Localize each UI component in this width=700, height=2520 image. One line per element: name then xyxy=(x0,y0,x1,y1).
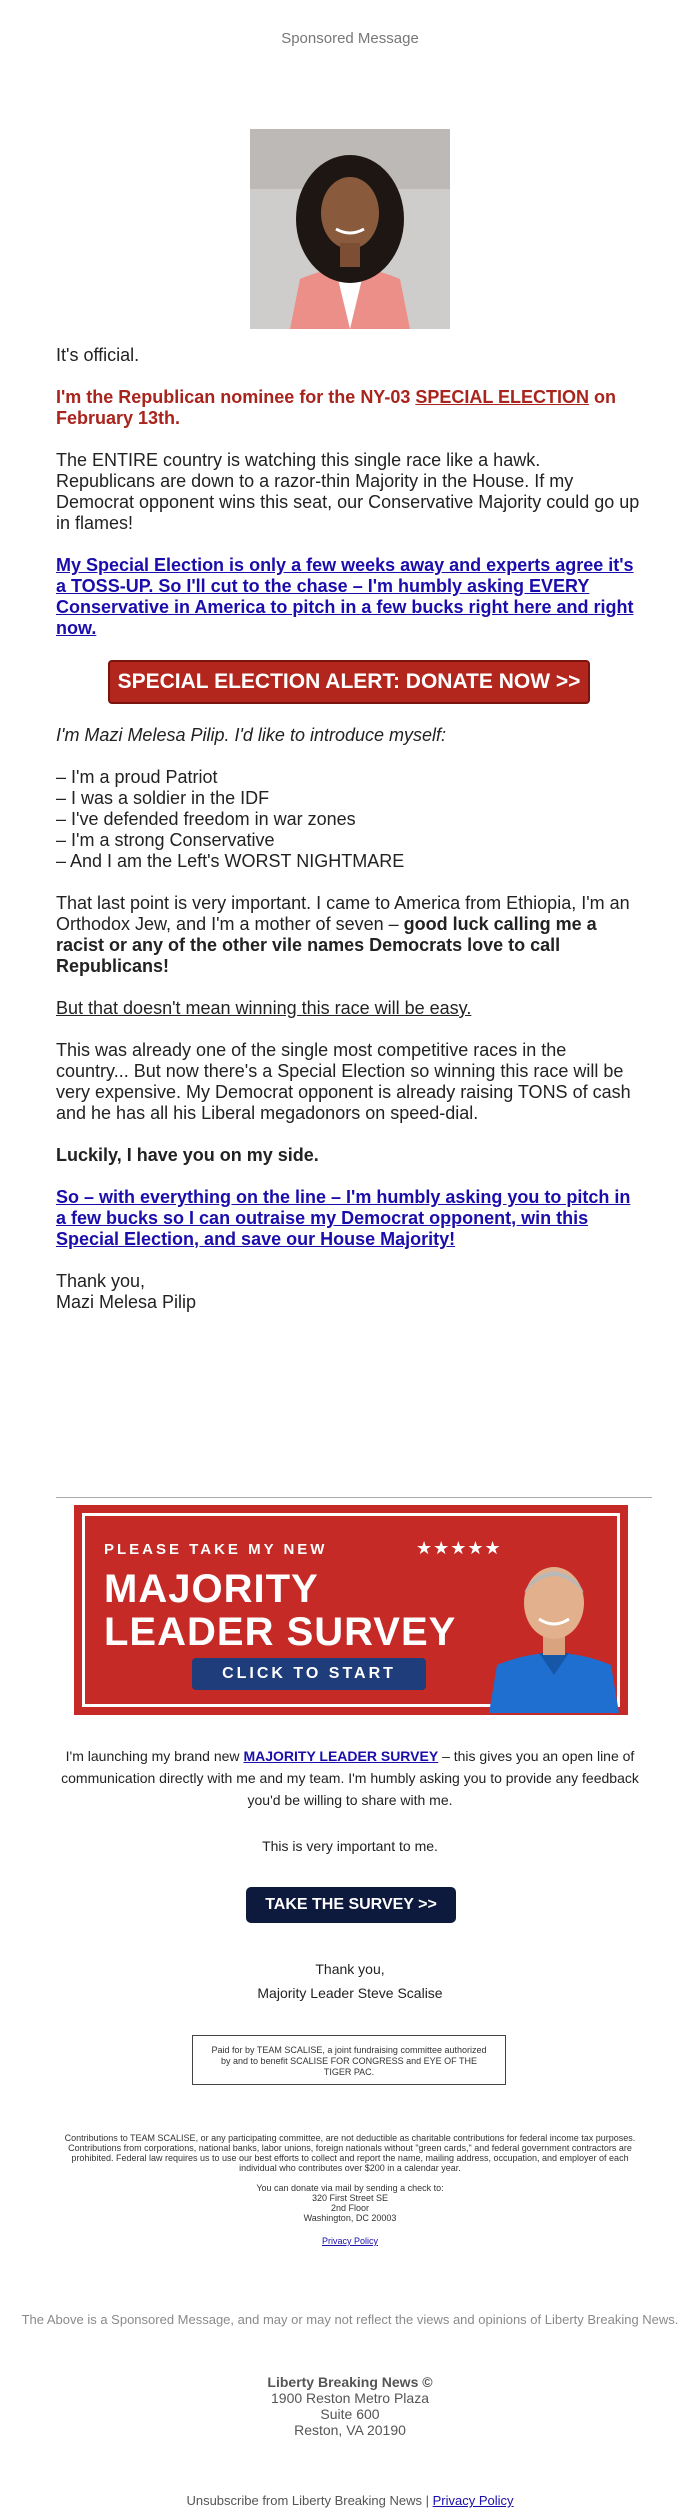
list-item: – I'm a proud Patriot xyxy=(56,767,218,787)
stars-icon: ★★★★★ xyxy=(416,1538,502,1558)
banner-title-line-1: MAJORITY xyxy=(104,1567,319,1611)
list-item: – I've defended freedom in war zones xyxy=(56,809,356,829)
mail-intro: You can donate via mail by sending a check to: xyxy=(256,2183,444,2193)
sponsored-label: Sponsored Message xyxy=(281,30,419,47)
mail-address-line: 320 First Street SE xyxy=(311,2193,389,2203)
banner-top-text: PLEASE TAKE MY NEW xyxy=(104,1541,328,1558)
publisher-address-line: Reston, VA 20190 xyxy=(294,2422,406,2438)
contribution-disclaimer: Contributions to TEAM SCALISE, or any participating committee, are not deductible as charitable contributions for federal income tax purposes. Contributions from corporations, national banks, labor unions, foreign nationals without "green cards," and federal government contractors are prohibited. Federal law requires us to use our best efforts to collect and report the name, mailing address, occupation, and employer of each individual who contributes over $200 in a calendar year. xyxy=(64,2133,636,2173)
section-divider xyxy=(56,1497,652,1498)
banner-title-line-2: LEADER SURVEY xyxy=(104,1610,457,1654)
mail-address-line: Washington, DC 20003 xyxy=(303,2213,397,2223)
survey-thanks: Thank you, xyxy=(315,1961,385,1977)
publisher-name: Liberty Breaking News © xyxy=(267,2374,433,2390)
important-line: This is very important to me. xyxy=(262,1838,438,1854)
mail-address xyxy=(0,2183,700,2223)
list-item: – I'm a strong Conservative xyxy=(56,830,275,850)
footer-separator: | xyxy=(422,2493,433,2508)
publisher-address-line: 1900 Reston Metro Plaza xyxy=(271,2390,429,2406)
survey-signoff xyxy=(0,1957,700,2005)
nominee-text-post: on February 13th. xyxy=(56,387,617,428)
unsubscribe-link[interactable]: Unsubscribe from Liberty Breaking News xyxy=(186,2493,422,2508)
publisher-address-line: Suite 600 xyxy=(320,2406,380,2422)
letter-thanks: Thank you, xyxy=(56,1271,146,1291)
footer-privacy-link[interactable]: Privacy Policy xyxy=(432,2493,514,2508)
letter-body xyxy=(56,345,642,1334)
letter-intro: It's official. xyxy=(56,345,140,365)
paragraph-2-bold: good luck calling me a racist or any of the other vile names Democrats love to call Republicans! xyxy=(56,914,597,976)
bullet-list xyxy=(56,767,642,872)
take-survey-button[interactable]: TAKE THE SURVEY >> xyxy=(246,1887,456,1923)
unsubscribe-row xyxy=(0,2493,700,2508)
lucky-line: Luckily, I have you on my side. xyxy=(56,1145,319,1165)
majority-leader-survey-banner[interactable] xyxy=(74,1505,628,1715)
letter-paragraph-2 xyxy=(56,893,642,977)
outraise-donate-link[interactable]: So – with everything on the line – I'm humbly asking you to pitch in a few bucks so I can outraise my Democrat opponent, win this Special Election, and save our House Majority! xyxy=(56,1187,631,1249)
paragraph-2-plain: That last point is very important. I came to America from Ethiopia, I'm an Orthodox Jew, and I'm a mother of seven – xyxy=(56,893,630,934)
campaign-privacy xyxy=(0,2236,700,2246)
paid-for-box: Paid for by TEAM SCALISE, a joint fundraising committee authorized by and to benefit SCALISE FOR CONGRESS and EYE OF THE TIGER PAC. xyxy=(192,2035,506,2085)
special-election-link[interactable]: SPECIAL ELECTION xyxy=(415,387,590,407)
letter-paragraph-3: This was already one of the single most competitive races in the country... But now there's a Special Election so winning this race will be very expensive. My Democrat opponent is already raising TONS of cash and he has all his Liberal megadonors on speed-dial. xyxy=(56,1040,631,1123)
survey-paragraph xyxy=(50,1745,650,1811)
survey-text-post: – this gives you an open line of communication directly with me and my team. I'm humbly asking you to provide any feedback you'd be willing to share with me. xyxy=(61,1748,639,1808)
survey-text-pre: I'm launching my brand new xyxy=(65,1748,244,1764)
nominee-headline xyxy=(56,387,642,429)
click-to-start-button[interactable]: CLICK TO START xyxy=(192,1658,426,1690)
toss-up-donate-link[interactable]: My Special Election is only a few weeks away and experts agree it's a TOSS-UP. So I'll cut to the chase – I'm humbly asking EVERY Conservative in America to pitch in a few bucks right here and right now. xyxy=(56,555,634,638)
campaign-privacy-link[interactable]: Privacy Policy xyxy=(321,2236,378,2246)
portrait-icon xyxy=(489,1553,619,1713)
donate-now-button[interactable]: SPECIAL ELECTION ALERT: DONATE NOW >> xyxy=(108,660,590,704)
candidate-portrait-icon xyxy=(250,129,450,329)
list-item: – And I am the Left's WORST NIGHTMARE xyxy=(56,851,405,871)
nominee-text-pre: I'm the Republican nominee for the NY-03 xyxy=(56,387,416,407)
underlined-line: But that doesn't mean winning this race will be easy. xyxy=(56,998,472,1018)
letter-paragraph-1: The ENTIRE country is watching this single race like a hawk. Republicans are down to a razor-thin Majority in the House. If my Democrat opponent wins this seat, our Conservative Majority could go up in flames! xyxy=(56,450,640,533)
letter-signature: Mazi Melesa Pilip xyxy=(56,1292,197,1312)
mail-address-line: 2nd Floor xyxy=(330,2203,370,2213)
list-item: – I was a soldier in the IDF xyxy=(56,788,270,808)
survey-link[interactable]: MAJORITY LEADER SURVEY xyxy=(243,1748,439,1764)
introduce-line: I'm Mazi Melesa Pilip. I'd like to introduce myself: xyxy=(56,725,447,745)
publisher-block xyxy=(0,2374,700,2438)
sponsored-disclaimer: The Above is a Sponsored Message, and may or may not reflect the views and opinions of Liberty Breaking News. xyxy=(21,2312,679,2327)
survey-signature: Majority Leader Steve Scalise xyxy=(257,1985,443,2001)
